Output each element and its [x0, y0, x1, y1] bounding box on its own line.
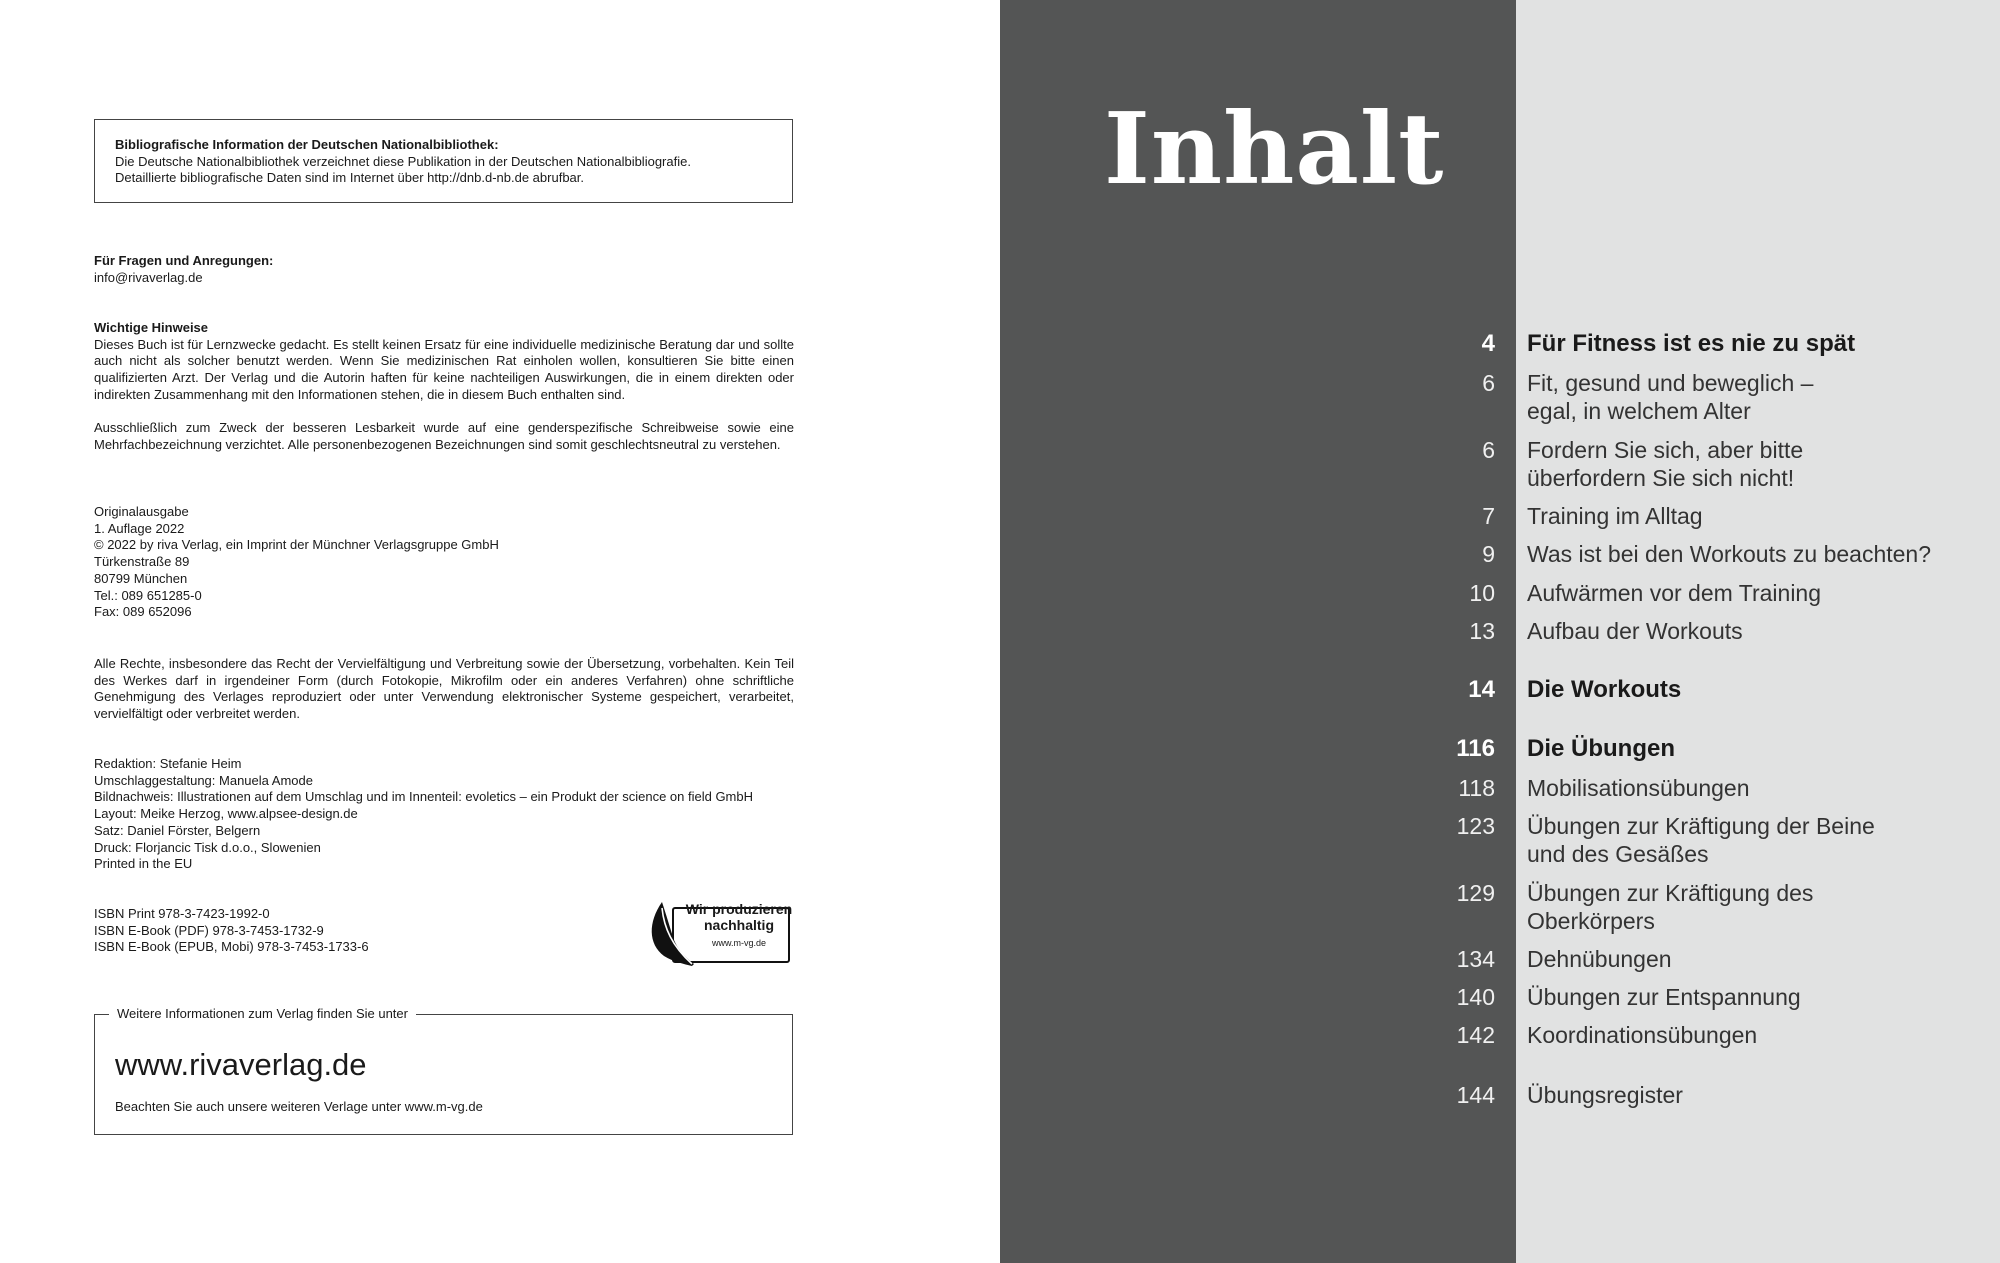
contact-email[interactable]: info@rivaverlag.de	[94, 269, 203, 285]
toc-title-text: Für Fitness ist es nie zu spät	[1527, 330, 1856, 357]
toc-title-text: Fordern Sie sich, aber bitte überfordern Sie sich nicht!	[1527, 437, 1804, 491]
toc-page: 9	[1482, 541, 1495, 567]
toc-page: 118	[1458, 775, 1495, 801]
toc-title-text: Übungsregister	[1527, 1082, 1683, 1108]
credit-line: Druck: Florjancic Tisk d.o.o., Slowenien	[94, 839, 321, 855]
website-link[interactable]: www.rivaverlag.de	[115, 1047, 367, 1082]
toc-title: Inhalt	[1104, 92, 1445, 207]
toc-page: 13	[1469, 618, 1495, 644]
contact-heading: Für Fragen und Anregungen:	[94, 253, 274, 268]
gender-note: Ausschließlich zum Zweck der besseren Lesbarkeit wurde auf eine genderspezifische Schreibweise sowie eine Mehrfachbezeichnung verzichtet. Alle personenbezogenen Bezeichnungen sind somit geschlechtsneutral zu verstehen.	[94, 420, 794, 452]
toc-page: 14	[1468, 676, 1495, 703]
publisher-line: 1. Auflage 2022	[94, 520, 185, 536]
toc-page: 10	[1469, 580, 1495, 606]
credits-block	[94, 756, 794, 873]
badge-url: www.m-vg.de	[711, 938, 766, 948]
toc-page: 6	[1482, 370, 1495, 396]
toc-page: 116	[1456, 735, 1495, 762]
toc-title-text: Aufwärmen vor dem Training	[1527, 580, 1822, 606]
toc-title-text: Fit, gesund und beweglich – egal, in welchem Alter	[1527, 370, 1814, 424]
info-legend: Weitere Informationen zum Verlag finden Sie unter	[109, 1005, 416, 1023]
toc-page: 134	[1456, 946, 1495, 972]
publisher-line: Originalausgabe	[94, 504, 189, 519]
publisher-line: 80799 München	[94, 570, 188, 586]
toc-title-text: Dehnübungen	[1527, 946, 1672, 972]
toc-title-text: Aufbau der Workouts	[1527, 618, 1743, 644]
dnb-info-box	[94, 119, 793, 203]
publisher-info-box	[94, 1006, 793, 1135]
credit-line: Layout: Meike Herzog, www.alpsee-design.de	[94, 806, 358, 822]
toc-title-text: Mobilisationsübungen	[1527, 775, 1750, 801]
sustainability-badge	[648, 900, 794, 968]
toc-title-text: Übungen zur Kräftigung des Oberkörpers	[1527, 880, 1814, 934]
toc-title-text: Übungen zur Kräftigung der Beine und des Gesäßes	[1527, 813, 1875, 867]
credit-line: Printed in the EU	[94, 856, 193, 872]
credit-line: Satz: Daniel Förster, Belgern	[94, 822, 261, 838]
notes-text: Dieses Buch ist für Lernzwecke gedacht. Es stellt keinen Ersatz für eine individuelle medizinische Beratung dar und sollte auch nicht als solcher benutzt werden. Wenn Sie medizinischen Rat einholen wollen, konsultieren Sie bitte einen qualifizierten Arzt. Der Verlag und die Autorin haften für keine nachteiligen Auswirkungen, die in einem direkten oder indirekten Zusammenhang mit den Informationen stehen, die in diesem Buch enthalten sind.	[94, 336, 794, 402]
credit-line: Bildnachweis: Illustrationen auf dem Umschlag und im Innenteil: evoletics – ein Produkt der science on field GmbH	[94, 789, 754, 805]
toc-page: 4	[1481, 330, 1495, 357]
dnb-line-1: Die Deutsche Nationalbibliothek verzeichnet diese Publikation in der Deutschen Nationalbibliografie.	[115, 153, 691, 169]
toc-page: 123	[1456, 813, 1495, 839]
toc-title-text: Die Übungen	[1527, 735, 1675, 762]
toc-page: 144	[1456, 1082, 1495, 1108]
contact-block	[94, 253, 794, 286]
badge-line-2: nachhaltig	[703, 917, 774, 933]
publisher-line: © 2022 by riva Verlag, ein Imprint der Münchner Verlagsgruppe GmbH	[94, 537, 499, 553]
toc-page: 142	[1456, 1022, 1495, 1048]
publisher-line: Fax: 089 652096	[94, 604, 192, 620]
isbn-line: ISBN E-Book (PDF) 978-3-7453-1732-9	[94, 922, 324, 938]
toc-title-text: Koordinationsübungen	[1527, 1022, 1758, 1048]
credit-line: Redaktion: Stefanie Heim	[94, 756, 242, 771]
publisher-line: Türkenstraße 89	[94, 554, 190, 570]
toc-page: 140	[1456, 984, 1495, 1010]
rights-block	[94, 656, 794, 723]
rights-text: Alle Rechte, insbesondere das Recht der Vervielfältigung und Verbreitung sowie der Übersetzung, vorbehalten. Kein Teil des Werkes darf in irgendeiner Form (durch Fotokopie, Mikrofilm oder ein anderes Verfahren) ohne schriftliche Genehmigung des Verlages reproduziert oder unter Verwendung elektronischer Systeme gespeichert, verarbeitet, vervielfältigt oder verbreitet werden.	[94, 656, 794, 722]
credit-line: Umschlaggestaltung: Manuela Amode	[94, 772, 313, 788]
publisher-line: Tel.: 089 651285-0	[94, 587, 202, 603]
toc-title-text: Übungen zur Entspannung	[1527, 984, 1801, 1010]
toc-title-text: Training im Alltag	[1527, 503, 1703, 529]
notes-block	[94, 320, 794, 454]
notes-heading: Wichtige Hinweise	[94, 320, 209, 335]
dnb-line-2: Detaillierte bibliografische Daten sind im Internet über http://dnb.d-nb.de abrufbar.	[115, 170, 584, 186]
toc-title-text: Die Workouts	[1527, 676, 1682, 703]
badge-line-1: Wir produzieren	[685, 901, 793, 917]
dnb-heading: Bibliografische Information der Deutschen Nationalbibliothek:	[115, 137, 499, 152]
toc-page: 129	[1456, 880, 1495, 906]
isbn-line: ISBN E-Book (EPUB, Mobi) 978-3-7453-1733-6	[94, 939, 369, 955]
more-publishers: Beachten Sie auch unsere weiteren Verlage unter www.m-vg.de	[115, 1099, 483, 1114]
isbn-block	[94, 906, 494, 956]
publisher-block	[94, 504, 794, 621]
toc-page: 7	[1482, 503, 1495, 529]
isbn-line: ISBN Print 978-3-7423-1992-0	[94, 906, 270, 921]
toc-title-text: Was ist bei den Workouts zu beachten?	[1527, 541, 1931, 567]
toc-page: 6	[1482, 437, 1495, 463]
